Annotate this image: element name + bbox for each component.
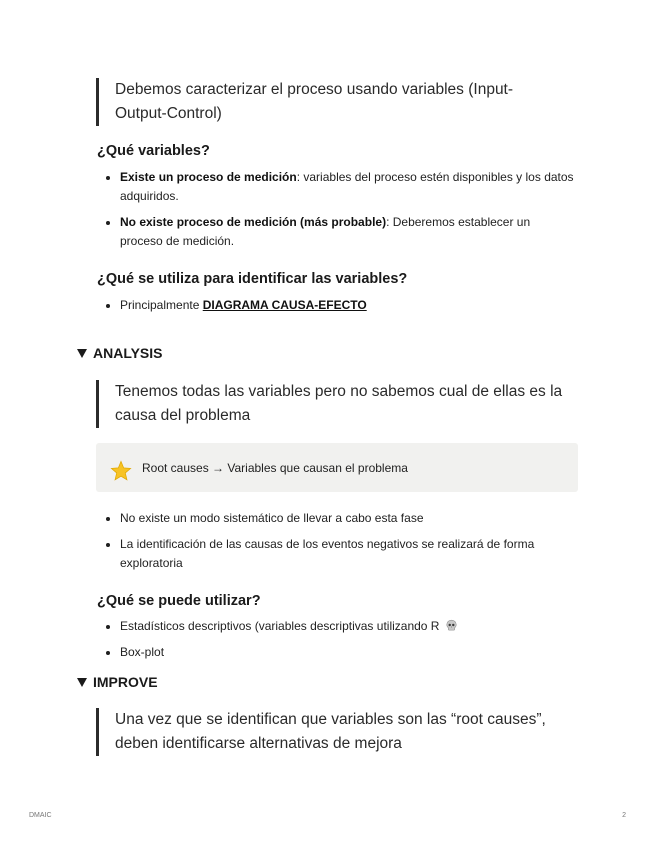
list-item <box>104 168 574 206</box>
identify-list <box>104 296 584 322</box>
variables-list <box>104 168 574 258</box>
improve-quote <box>96 708 566 756</box>
list-item-text: : variables del proceso estén disponibles y los datos adquiridos. <box>120 170 574 203</box>
star-icon <box>110 460 132 482</box>
list-item <box>104 643 584 662</box>
list-item-text: Box-plot <box>120 645 165 659</box>
list-item <box>104 617 584 636</box>
root-causes-callout <box>96 443 578 492</box>
list-item-text: Estadísticos descriptivos (variables descriptivas utilizando R <box>120 619 440 633</box>
analysis-title: ANALYSIS <box>93 345 163 361</box>
list-item-bold: Existe un proceso de medición <box>120 170 297 184</box>
analysis-quote <box>96 380 586 428</box>
heading-which-variables: ¿Qué variables? <box>97 143 210 159</box>
improve-quote-text: Una vez que se identifican que variables son las “root causes”, deben identificarse alternativas de mejora <box>115 711 546 752</box>
list-item-text: Principalmente <box>120 298 203 312</box>
list-item <box>104 509 574 528</box>
list-item <box>104 213 574 251</box>
list-item <box>104 535 574 573</box>
diagram-link[interactable]: DIAGRAMA CAUSA-EFECTO <box>202 298 367 312</box>
heading-tools: ¿Qué se puede utilizar? <box>97 593 261 609</box>
improve-toggle[interactable] <box>77 674 158 690</box>
heading-identify-variables: ¿Qué se utiliza para identificar las variables? <box>97 271 408 287</box>
list-item-text: No existe un modo sistemático de llevar a cabo esta fase <box>120 511 424 525</box>
footer-page-number: 2 <box>622 812 626 819</box>
toggle-triangle-icon <box>77 349 87 358</box>
list-item-bold: No existe proceso de medición (más probable) <box>120 215 387 229</box>
list-item <box>104 296 584 315</box>
list-item-text: La identificación de las causas de los eventos negativos se realizará de forma exploratoria <box>120 537 535 570</box>
footer-section-label: DMAIC <box>29 812 52 819</box>
skull-icon <box>445 619 458 632</box>
define-quote-text: Debemos caracterizar el proceso usando variables (Input-Output-Control) <box>115 81 514 122</box>
define-quote <box>96 78 536 126</box>
analysis-list <box>104 509 574 580</box>
tools-list <box>104 617 584 669</box>
analysis-toggle[interactable] <box>77 345 163 361</box>
analysis-quote-text: Tenemos todas las variables pero no sabemos cual de ellas es la causa del problema <box>115 383 563 424</box>
list-item-text: : Deberemos establecer un proceso de medición. <box>120 215 531 248</box>
toggle-triangle-icon <box>77 678 87 687</box>
improve-title: IMPROVE <box>93 674 158 690</box>
callout-text: Root causes → Variables que causan el problema <box>142 460 408 475</box>
